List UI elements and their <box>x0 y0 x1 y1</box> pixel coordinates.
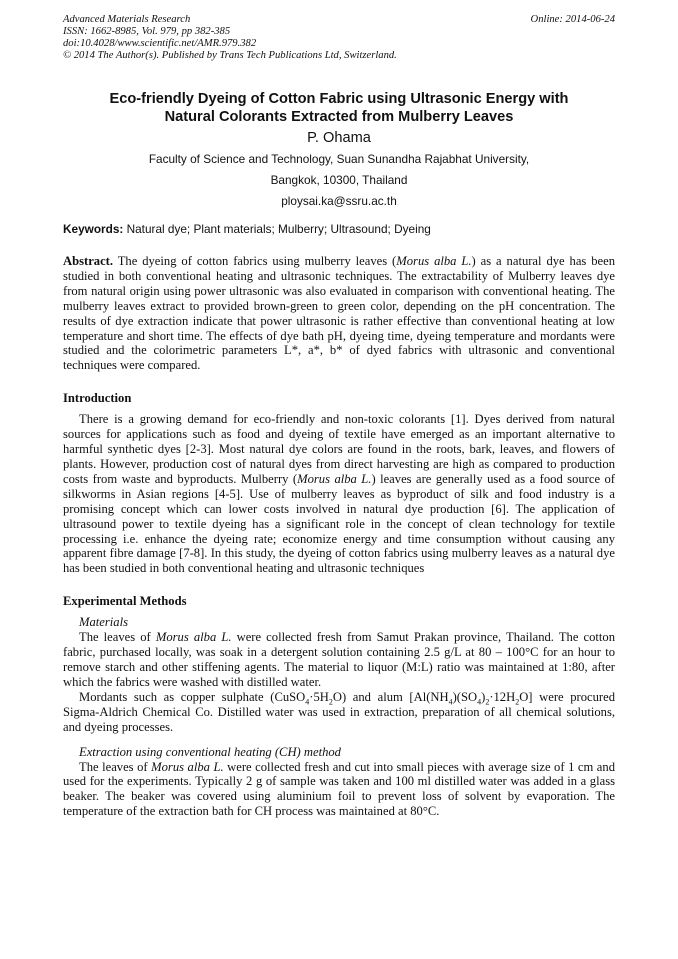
intro-text-2: ) leaves are generally used as a food source of silkworms in Asian regions [4-5]. Use of mulberry leaves as byproduct of silk and food industry is a promising concept which can lower costs involved in natural dye production [6]. The application of ultrasound power to textile dyeing has a significant role in the concept of clean technology for textile processing i.e. enhance the dyeing rate; economize energy and time consumption without causing any apparent fibre damage [7-8]. In this study, the dyeing of cotton fabrics using mulberry leaves as a natural dye has been studied in both conventional heating and ultrasonic techniques <box>63 471 615 576</box>
journal-name: Advanced Materials Research <box>63 14 191 25</box>
introduction-paragraph <box>63 412 615 576</box>
extraction-paragraph <box>63 760 615 820</box>
subscript: 4 <box>305 697 310 707</box>
abstract-text-1: The dyeing of cotton fabrics using mulberry leaves ( <box>117 254 397 268</box>
issn-line: ISSN: 1662-8985, Vol. 979, pp 382-385 <box>63 26 231 37</box>
affiliation-line-1: Faculty of Science and Technology, Suan Sunandha Rajabhat University, <box>148 152 530 166</box>
intro-text-1: There is a growing demand for eco-friendly and non-toxic colorants [1]. Dyes derived from natural sources for applications such as food and dyeing of textile have emerged as an important alternative to harmful synthetic dyes [2-3]. Most natural dye colors are found in the roots, bark, leaves, and flowers of plants. However, production cost of natural dyes from direct harvesting are high as compared to production costs from waste and byproducts. Mulberry ( <box>63 412 615 486</box>
copyright-line: © 2014 The Author(s). Published by Trans Tech Publications Ltd, Switzerland. <box>63 50 397 61</box>
affiliation <box>63 149 615 212</box>
subscript: 4 <box>477 697 482 707</box>
abstract-text-2: ) as a natural dye has been studied in both conventional heating and ultrasonic techniques. The extractability of Mulberry leaves dye from natural origin using power ultrasonic was also evaluated in comparison with conventional heating. The mulberry leaves extract to provided brown-green to green color, depending on the pH concentration. The results of dye extraction indicate that power ultrasonic is rather effective than conventional heating at low temperature and short time. The effects of dye bath pH, dyeing time, dyeing temperature and mordants were studied and the colorimetric parameters L*, a*, b* of dyed fabrics with ultrasonic and conventional techniques were compared. <box>63 254 616 373</box>
abstract <box>63 254 615 373</box>
materials-text-1b: were collected fresh from Samut Prakan province, Thailand. The cotton fabric, purchased locally, was soak in a detergent solution containing 2.5 g/L at 80 – 100°C for an hour to remove starch and other stiffening agents. The material to liquor (M:L) ratio was maintained at 1:80, after which the fabrics were washed with distilled water. <box>63 630 615 689</box>
online-date: Online: 2014-06-24 <box>530 14 615 25</box>
introduction-heading: Introduction <box>63 391 132 406</box>
subscript: 2 <box>515 697 520 707</box>
extraction-text-a: The leaves of <box>79 759 152 774</box>
affiliation-line-2: Bangkok, 10300, Thailand <box>270 173 408 187</box>
subscript: 2 <box>485 697 490 707</box>
abstract-label: Abstract. <box>63 254 114 268</box>
abstract-species: Morus alba L. <box>396 254 472 268</box>
materials-text-1a: The leaves of <box>79 630 156 645</box>
mordant-text-e: ) <box>481 689 486 704</box>
extraction-heading: Extraction using conventional heating (CH) method <box>79 744 341 759</box>
extraction-text-b: were collected fresh and cut into small pieces with average size of 1 cm and used for the experiments. Typically 2 g of sample was taken and 100 ml distilled water was added in a glass beaker. The beaker was covered using aluminium foil to prevent loss of solvent by evaporation. The temperature of the extraction bath for CH process was maintained at 80°C. <box>63 759 615 819</box>
mordant-text-g: O] were procured Sigma-Aldrich Chemical Co. Distilled water was used in extraction, preparation of all chemical solutions, and dyeing processes. <box>63 689 615 734</box>
materials-paragraph-2 <box>63 690 615 735</box>
mordant-text-a: Mordants such as copper sulphate (CuSO <box>79 689 306 704</box>
keywords-label: Keywords: <box>63 222 124 236</box>
mordant-text-b: ·5H <box>309 689 329 704</box>
materials-paragraph-1 <box>63 630 615 690</box>
mordant-text-f: ·12H <box>489 689 516 704</box>
mordant-text-c: O) and alum [Al(NH <box>332 689 449 704</box>
materials-species: Morus alba L. <box>155 630 232 645</box>
materials-heading: Materials <box>79 615 128 630</box>
journal-header <box>63 14 615 62</box>
author-name: P. Ohama <box>307 130 371 146</box>
keywords-list: Natural dye; Plant materials; Mulberry; Ultrasound; Dyeing <box>126 222 431 236</box>
mordant-text-d: )(SO <box>452 689 478 704</box>
title-line-2: Natural Colorants Extracted from Mulberry Leaves <box>164 109 514 125</box>
subscript: 4 <box>448 697 453 707</box>
paper-title <box>63 90 615 126</box>
title-line-1: Eco-friendly Dyeing of Cotton Fabric using Ultrasonic Energy with <box>109 91 569 107</box>
author-email: ploysai.ka@ssru.ac.th <box>281 194 397 208</box>
doi-line: doi:10.4028/www.scientific.net/AMR.979.382 <box>63 38 257 49</box>
extraction-species: Morus alba L. <box>151 759 224 774</box>
subscript: 2 <box>328 697 333 707</box>
intro-species: Morus alba L. <box>297 471 372 486</box>
methods-heading: Experimental Methods <box>63 594 187 609</box>
keywords <box>63 222 615 236</box>
